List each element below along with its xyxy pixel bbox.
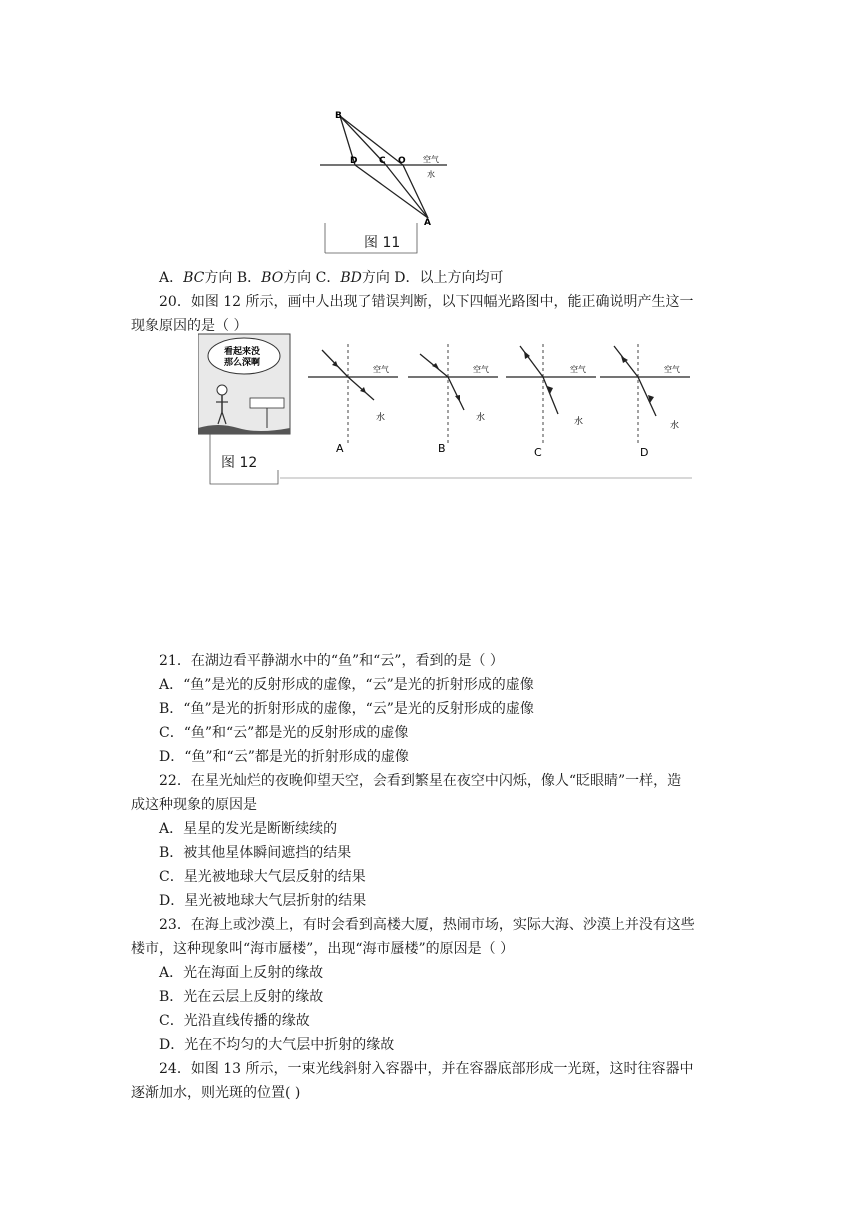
q20-stem-line1: 20．如图 12 所示，画中人出现了错误判断，以下四幅光路图中，能正确说明产生这一 (159, 294, 694, 310)
svg-text:水: 水 (476, 413, 486, 423)
q23-option-c: C．光沿直线传播的缘故 (159, 1013, 310, 1029)
q23-option-a: A．光在海面上反射的缘故 (159, 965, 324, 981)
panel-d-ray-diagram (600, 344, 690, 444)
svg-text:水: 水 (376, 413, 386, 423)
q22-option-a: A．星星的发光是断断续续的 (159, 821, 338, 837)
q24-stem-line2: 逐渐加水，则光斑的位置( ) (131, 1085, 301, 1101)
svg-text:空气: 空气 (664, 365, 680, 374)
cartoon-bubble-text-1: 看起来没 (224, 347, 261, 357)
q21-option-d: D．“鱼”和“云”都是光的折射形成的虚像 (159, 749, 409, 765)
panel-label-c: C (534, 446, 542, 459)
label-air: 空气 (423, 155, 439, 164)
q23-option-d: D．光在不均匀的大气层中折射的缘故 (159, 1037, 395, 1053)
q23-stem-line2: 楼市，这种现象叫“海市蜃楼”，出现“海市蜃楼”的原因是（ ） (131, 941, 515, 957)
label-a: A (424, 218, 431, 228)
q21-option-a: A．“鱼”是光的反射形成的虚像，“云”是光的折射形成的虚像 (159, 677, 534, 693)
q22-stem-line1: 22．在星光灿烂的夜晚仰望天空，会看到繁星在夜空中闪烁，像人“眨眼睛”一样，造 (159, 773, 682, 789)
q21-option-b: B．“鱼”是光的折射形成的虚像，“云”是光的反射形成的虚像 (159, 701, 534, 717)
label-water: 水 (427, 170, 435, 179)
label-b: B (335, 111, 342, 121)
q22-stem-line2: 成这种现象的原因是 (131, 797, 257, 813)
svg-text:空气: 空气 (473, 365, 489, 374)
panel-a-ray-diagram (308, 344, 398, 444)
panel-c-ray-diagram (506, 344, 596, 444)
figure-11-caption: 图 11 (364, 235, 401, 251)
q22-option-d: D．星光被地球大气层折射的结果 (159, 893, 367, 909)
figure-12-diagram (198, 332, 694, 488)
panel-b-ray-diagram (408, 344, 498, 444)
label-o: O (398, 156, 406, 166)
q24-stem-line1: 24．如图 13 所示，一束光线斜射入容器中，并在容器底部形成一光斑，这时往容器中 (159, 1061, 694, 1077)
svg-text:水: 水 (574, 417, 584, 427)
svg-text:空气: 空气 (570, 365, 586, 374)
q23-stem-line1: 23．在海上或沙漠上，有时会看到高楼大厦，热闹市场，实际大海、沙漠上并没有这些 (159, 917, 695, 933)
figure-12-caption: 图 12 (221, 455, 258, 471)
q23-option-b: B．光在云层上反射的缘故 (159, 989, 324, 1005)
label-d: D (350, 156, 358, 166)
q22-option-c: C．星光被地球大气层反射的结果 (159, 869, 366, 885)
q19-options: A．BC方向 B．BO方向 C．BD方向 D．以上方向均可 (159, 270, 504, 286)
svg-text:空气: 空气 (373, 365, 389, 374)
svg-text:水: 水 (670, 421, 680, 431)
q21-option-c: C．“鱼”和“云”都是光的反射形成的虚像 (159, 725, 409, 741)
cartoon-bubble-text-2: 那么深啊 (224, 358, 261, 368)
q22-option-b: B．被其他星体瞬间遮挡的结果 (159, 845, 352, 861)
q21-stem: 21．在湖边看平静湖水中的“鱼”和“云”，看到的是（ ） (159, 653, 504, 669)
panel-label-a: A (336, 442, 344, 455)
q20-stem-line2: 现象原因的是（ ） (131, 318, 248, 334)
panel-label-b: B (438, 442, 446, 455)
panel-label-d: D (640, 446, 649, 459)
label-c: C (379, 156, 386, 166)
